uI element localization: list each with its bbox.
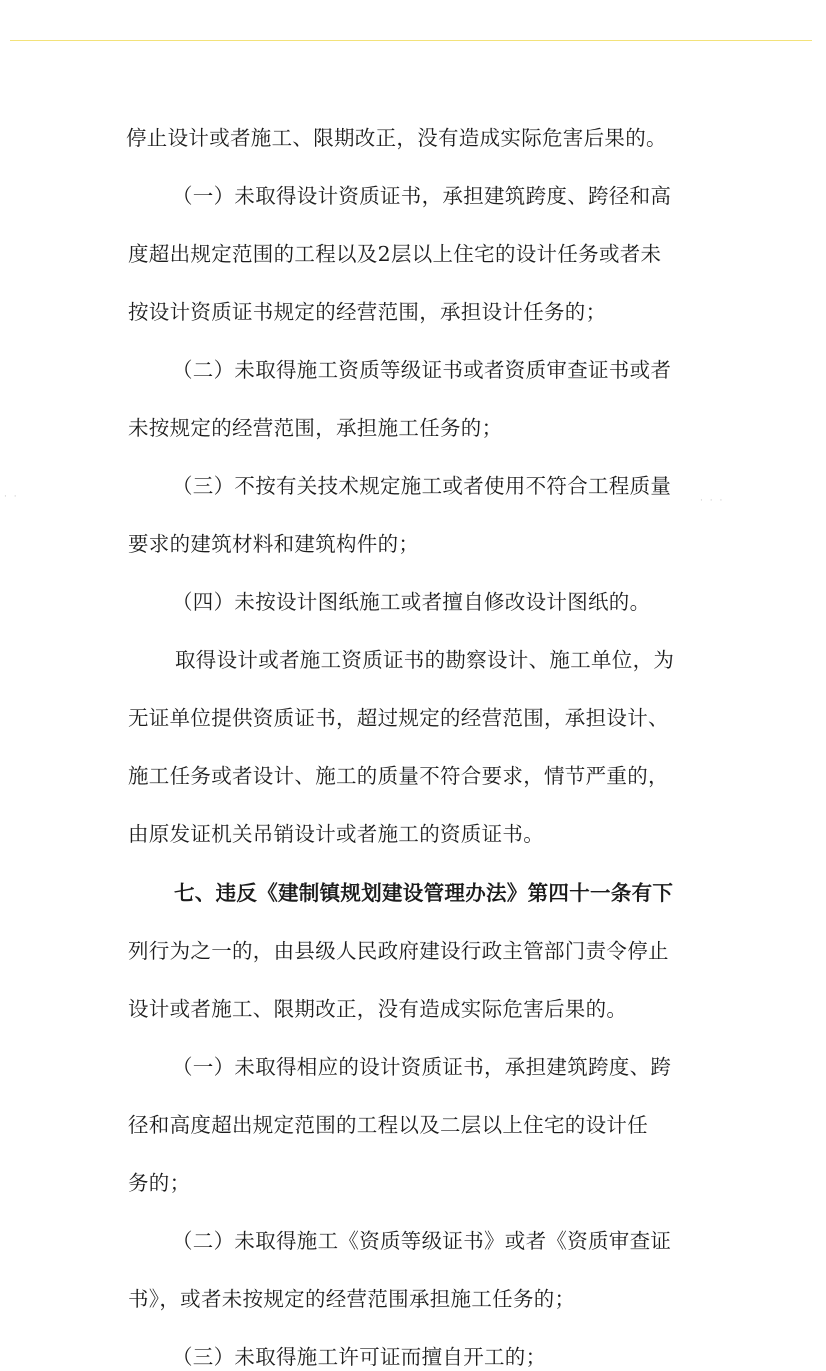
scan-noise-right: · · · [700, 496, 725, 506]
paragraph-line: 度超出规定范围的工程以及2层以上住宅的设计任务或者未 [128, 242, 662, 266]
paragraph-line: 务的； [128, 1171, 191, 1195]
paragraph-line: （三）不按有关技术规定施工或者使用不符合工程质量 [172, 474, 672, 498]
paragraph-line: 书》，或者未按规定的经营范围承担施工任务的； [128, 1287, 576, 1311]
paragraph-line: 列行为之一的，由县级人民政府建设行政主管部门责令停止 [128, 939, 669, 963]
paragraph-line: 径和高度超出规定范围的工程以及二层以上住宅的设计任 [128, 1113, 648, 1137]
paragraph-line: 由原发证机关吊销设计或者施工的资质证书。 [128, 822, 544, 846]
paragraph-line: （四）未按设计图纸施工或者擅自修改设计图纸的。 [172, 590, 651, 614]
scan-noise-left: · · [4, 492, 19, 502]
paragraph-line: （一）未取得设计资质证书，承担建筑跨度、跨径和高 [172, 184, 672, 208]
paragraph-line: 取得设计或者施工资质证书的勘察设计、施工单位，为 [175, 648, 675, 672]
section-heading-line: 七、违反《建制镇规划建设管理办法》第四十一条有下 [174, 881, 674, 905]
paragraph-line: 未按规定的经营范围，承担施工任务的； [128, 416, 503, 440]
paragraph-line: 按设计资质证书规定的经营范围，承担设计任务的； [128, 300, 607, 324]
paragraph-line: 无证单位提供资质证书，超过规定的经营范围，承担设计、 [128, 706, 669, 730]
paragraph-line: 要求的建筑材料和建筑构件的； [128, 532, 420, 556]
top-scan-rule [10, 40, 812, 41]
paragraph-line: 设计或者施工、限期改正，没有造成实际危害后果的。 [128, 997, 628, 1021]
document-body [128, 124, 708, 1371]
paragraph-line: （二）未取得施工资质等级证书或者资质审查证书或者 [172, 358, 672, 382]
paragraph-line: 施工任务或者设计、施工的质量不符合要求，情节严重的， [128, 764, 669, 788]
paragraph-line: （三）未取得施工许可证而擅自开工的； [172, 1345, 547, 1369]
paragraph-line: （二）未取得施工《资质等级证书》或者《资质审查证 [172, 1229, 672, 1253]
paragraph-line: 停止设计或者施工、限期改正，没有造成实际危害后果的。 [126, 126, 667, 150]
paragraph-line: （一）未取得相应的设计资质证书，承担建筑跨度、跨 [172, 1055, 672, 1079]
